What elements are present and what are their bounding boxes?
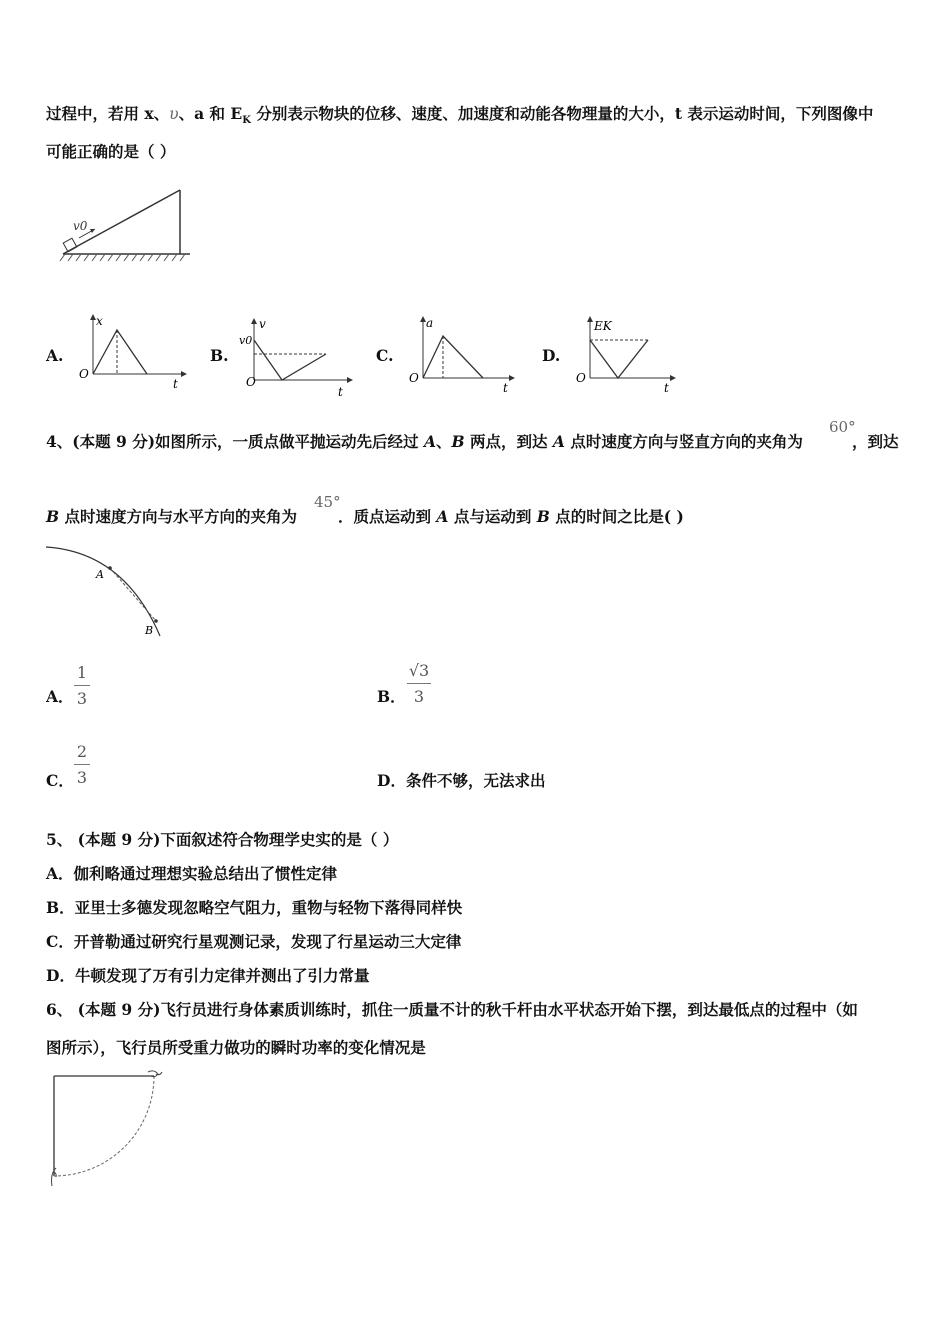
q5-stem: 5、 (本题 9 分)下面叙述符合物理学史实的是（ ） xyxy=(46,830,399,849)
q4-option-a[interactable]: A． xyxy=(46,687,74,706)
axis-label-x: x xyxy=(96,314,103,328)
point-b-label: B xyxy=(145,624,154,637)
swing-figure xyxy=(44,1068,174,1193)
q4-line-1: 4、(本题 9 分)如图所示，一质点做平抛运动先后经过 A、B 两点，到达 A 点时速度方向与竖直方向的夹角为 xyxy=(46,432,803,451)
q3-graph-a xyxy=(75,312,190,392)
axis-label-a: a xyxy=(426,316,434,330)
q6-line-2: 图所示），飞行员所受重力做功的瞬时功率的变化情况是 xyxy=(46,1038,426,1057)
incline-figure xyxy=(55,182,200,267)
axis-label-t: t xyxy=(338,385,343,399)
origin-label: O xyxy=(409,371,419,385)
q3-option-d-label[interactable]: D. xyxy=(542,346,561,365)
axis-label-t: t xyxy=(173,377,178,391)
v0-label: v0 xyxy=(73,219,88,233)
q5-option-c[interactable]: C．开普勒通过研究行星观测记录，发现了行星运动三大定律 xyxy=(46,932,462,951)
q3-line-1: 过程中，若用 x、υ、a 和 $E_K$ 分别表示物块的位移、速度、加速度和动能各物理量的大小，t 表示运动时间，下列图像中 xyxy=(46,104,874,127)
q5-option-a[interactable]: A．伽利略通过理想实验总结出了惯性定律 xyxy=(46,864,338,883)
q4-option-c[interactable]: C． xyxy=(46,771,74,790)
angle-45: 45° xyxy=(314,493,341,511)
q3-graph-b xyxy=(236,314,356,400)
q3-option-a-label[interactable]: A. xyxy=(46,346,64,365)
q3-graph-d xyxy=(572,314,682,396)
q4-line-2-end: ．质点运动到 A 点与运动到 B 点的时间之比是( ) xyxy=(338,507,684,526)
projectile-figure xyxy=(44,542,169,642)
axis-label-ek: EK xyxy=(594,319,612,333)
q6-line-1: 6、 (本题 9 分)飞行员进行身体素质训练时，抓住一质量不计的秋千杆由水平状态开始下摆，到达最低点的过程中（如 xyxy=(46,1000,858,1019)
q3-option-b-label[interactable]: B. xyxy=(210,346,229,365)
q4-option-d[interactable]: D．条件不够，无法求出 xyxy=(377,771,546,790)
axis-label-t: t xyxy=(503,381,508,394)
q4-line-2: B 点时速度方向与水平方向的夹角为 xyxy=(46,507,298,526)
origin-label: O xyxy=(576,371,586,385)
point-a-label: A xyxy=(96,568,104,581)
q3-line-2: 可能正确的是（ ） xyxy=(46,142,176,161)
q4-option-b[interactable]: B． xyxy=(377,687,406,706)
fraction-sqrt3-3: √3 3 xyxy=(408,661,430,706)
q3-option-c-label[interactable]: C. xyxy=(376,346,394,365)
origin-label: O xyxy=(79,367,89,381)
q5-option-d[interactable]: D．牛顿发现了万有引力定律并测出了引力常量 xyxy=(46,966,370,985)
axis-label-v: v xyxy=(259,317,266,331)
fraction-1-3: 1 3 xyxy=(74,663,90,708)
velocity-symbol: υ xyxy=(169,105,179,123)
q4-line-1-end: ，到达 xyxy=(852,432,899,451)
q3-graph-c xyxy=(405,314,520,394)
v0-tick-label: v0 xyxy=(239,334,253,347)
angle-60: 60° xyxy=(829,418,856,436)
origin-label: O xyxy=(246,375,256,389)
q5-option-b[interactable]: B．亚里士多德发现忽略空气阻力，重物与轻物下落得同样快 xyxy=(46,898,463,917)
axis-label-t: t xyxy=(664,381,669,395)
fraction-2-3: 2 3 xyxy=(74,742,90,787)
